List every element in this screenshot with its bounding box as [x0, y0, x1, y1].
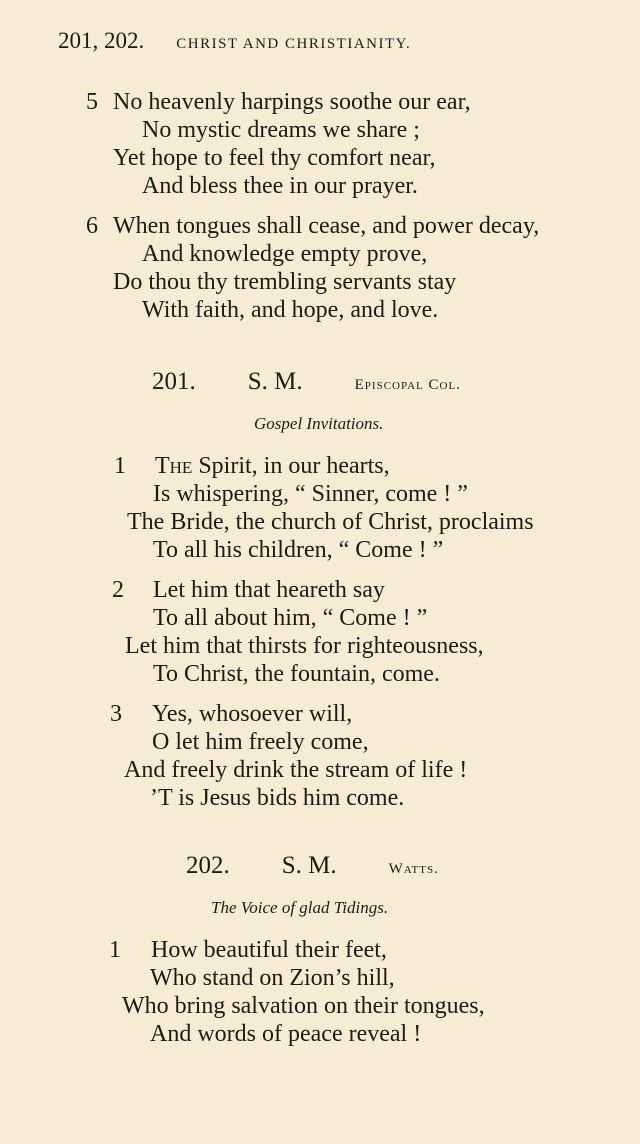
stanza-number: 2: [112, 577, 124, 603]
stanza-number: 5: [86, 89, 98, 115]
verse-first-line-rest: Spirit, in our hearts,: [192, 453, 390, 479]
verse-line: To all about him, “ Come ! ”: [153, 605, 428, 631]
verse-line: With faith, and hope, and love.: [142, 297, 439, 323]
verse-line: Yes, whosoever will,: [152, 701, 353, 727]
verse-line: O let him freely come,: [152, 729, 369, 755]
stanza-number: 3: [110, 701, 122, 727]
stanza-number: 1: [109, 937, 121, 963]
verse-line: How beautiful their feet,: [151, 937, 387, 963]
stanza-number: 1: [114, 453, 126, 479]
hymn-title: The Voice of glad Tidings.: [211, 898, 389, 917]
verse-line: And knowledge empty prove,: [142, 241, 428, 267]
verse-line: ’T is Jesus bids him come.: [150, 785, 405, 811]
running-title: CHRIST AND CHRISTIANITY.: [176, 36, 412, 52]
hymn-number: 201.: [152, 368, 196, 395]
verse-line: Do thou thy trembling servants stay: [113, 269, 457, 295]
verse-line: Who stand on Zion’s hill,: [150, 965, 395, 991]
hymn-heading: [152, 368, 461, 396]
verse-line: When tongues shall cease, and power decay,: [113, 213, 540, 239]
hymn-title: Gospel Invitations.: [254, 414, 384, 433]
verse-line: No heavenly harpings soothe our ear,: [113, 89, 471, 115]
verse-line: And words of peace reveal !: [150, 1021, 422, 1047]
verse-line: The Bride, the church of Christ, proclaims: [127, 509, 534, 535]
page-number: 201, 202.: [58, 28, 145, 53]
verse-line: Let him that thirsts for righteousness,: [125, 633, 484, 659]
verse-line: No mystic dreams we share ;: [142, 117, 420, 143]
page-header: [58, 28, 411, 54]
verse-line: And bless thee in our prayer.: [142, 173, 418, 199]
hymn-meter: S. M.: [247, 368, 303, 395]
hymn-meter: S. M.: [281, 852, 337, 879]
verse-line: Let him that heareth say: [153, 577, 385, 603]
verse-line: [155, 452, 390, 480]
verse-first-word: The: [155, 453, 193, 479]
hymn-heading: [186, 852, 439, 880]
verse-line: To Christ, the fountain, come.: [153, 661, 440, 687]
verse-line: To all his children, “ Come ! ”: [153, 537, 444, 563]
verse-line: Yet hope to feel thy comfort near,: [113, 145, 436, 171]
hymn-tune: Watts.: [388, 861, 439, 877]
hymn-number: 202.: [186, 852, 230, 879]
verse-line: Who bring salvation on their tongues,: [122, 993, 485, 1019]
stanza-number: 6: [86, 213, 98, 239]
verse-line: Is whispering, “ Sinner, come ! ”: [153, 481, 468, 507]
hymn-tune: Episcopal Col.: [354, 377, 461, 393]
verse-line: And freely drink the stream of life !: [124, 757, 468, 783]
